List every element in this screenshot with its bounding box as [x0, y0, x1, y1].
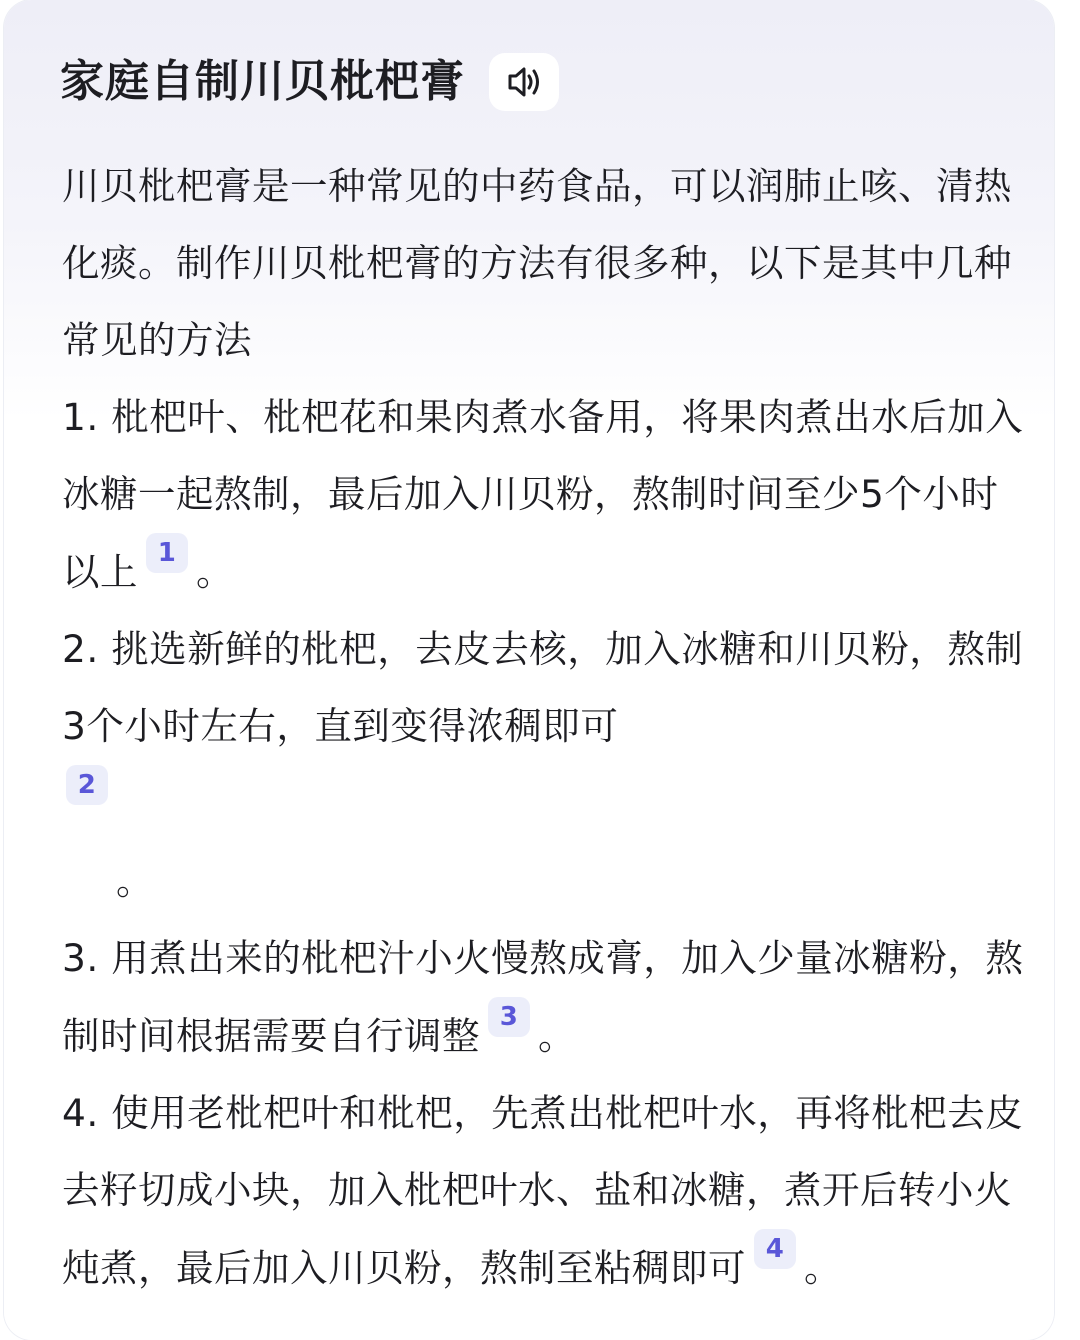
method-text: 3. 用煮出来的枇杷汁小火慢熬成膏，加入少量冰糖粉，熬制时间根据需要自行调整: [62, 936, 1024, 1058]
method-text: 2. 挑选新鲜的枇杷，去皮去核，加入冰糖和川贝粉，熬制3个小时左右，直到变得浓稠即可: [62, 627, 1024, 748]
method-item-4: [62, 1075, 1034, 1307]
method-end: 。: [196, 550, 234, 594]
method-text: 1. 枇杷叶、枇杷花和果肉煮水备用，将果肉煮出水后加入冰糖一起熬制，最后加入川贝粉，熬制时间至少5个小时以上: [62, 395, 1024, 594]
citation-badge-2[interactable]: 2: [66, 765, 108, 805]
citation-badge-4[interactable]: 4: [754, 1229, 796, 1269]
method-end: 。: [538, 1014, 576, 1058]
method-text: 4. 使用老枇杷叶和枇杷，先煮出枇杷叶水，再将枇杷去皮去籽切成小块，加入枇杷叶水、盐和冰糖，煮开后转小火炖煮，最后加入川贝粉，熬制至粘稠即可: [62, 1091, 1024, 1290]
read-aloud-button[interactable]: [489, 53, 559, 111]
card-header: [60, 50, 559, 114]
method-item-1: [62, 379, 1034, 611]
citation-badge-3[interactable]: 3: [488, 997, 530, 1037]
method-end: 。: [116, 859, 154, 903]
answer-body: [62, 148, 1034, 1307]
method-end: 。: [804, 1246, 842, 1290]
intro-paragraph: 川贝枇杷膏是一种常见的中药食品，可以润肺止咳、清热化痰。制作川贝枇杷膏的方法有很多种，以下是其中几种常见的方法: [62, 164, 1012, 362]
method-item-2: [62, 611, 1034, 920]
card-title: 家庭自制川贝枇杷膏: [60, 56, 465, 107]
speaker-icon: [504, 64, 544, 100]
answer-card: [4, 0, 1054, 1340]
method-item-3: [62, 920, 1034, 1075]
citation-badge-1[interactable]: 1: [146, 533, 188, 573]
